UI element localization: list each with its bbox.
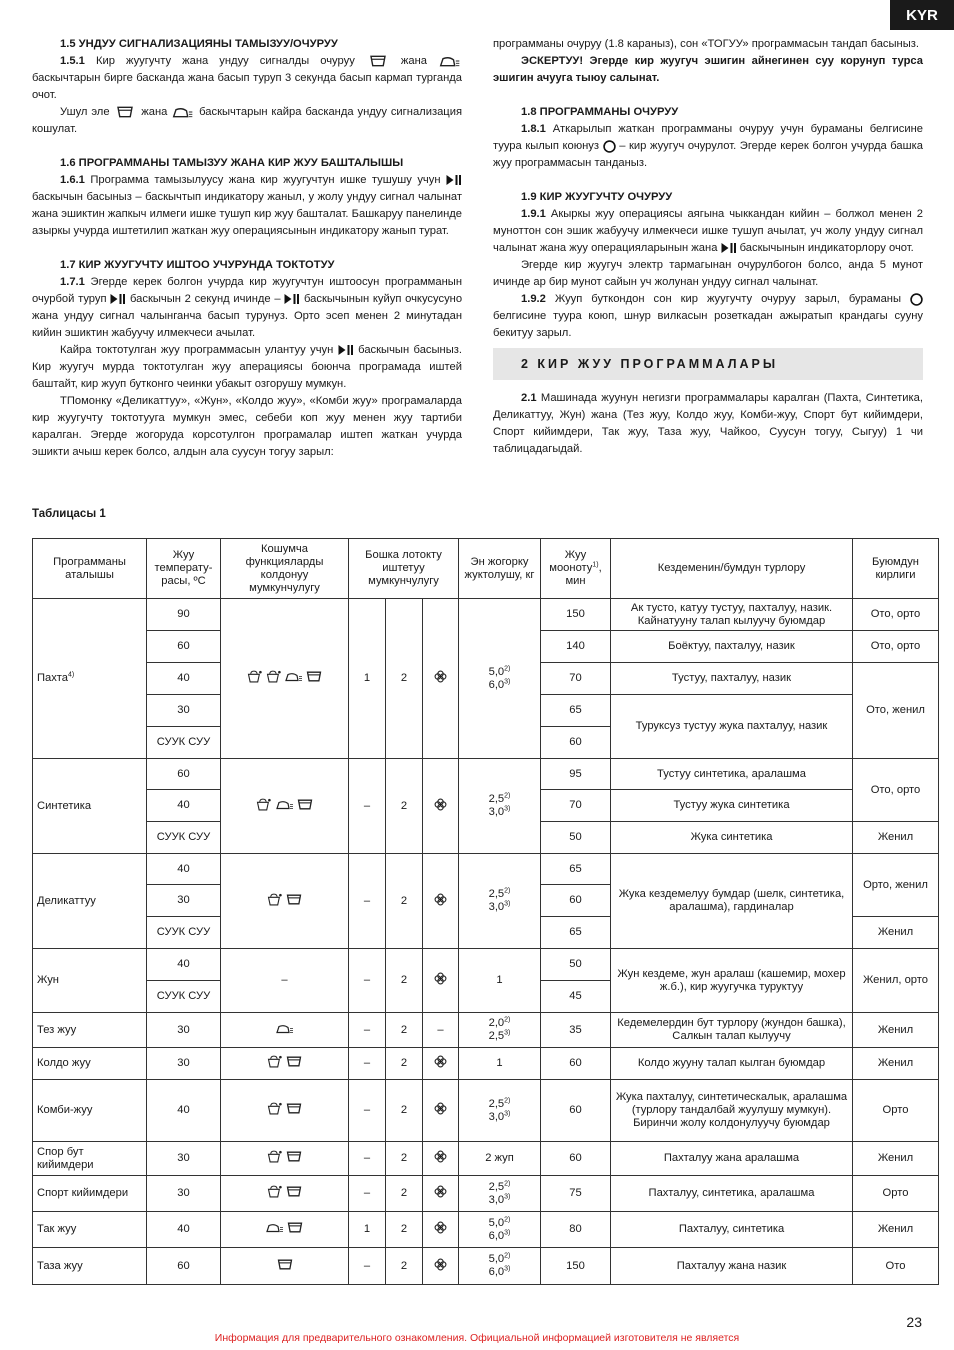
- options-icons: [221, 1212, 349, 1248]
- drum-2: 2: [386, 949, 423, 1013]
- program-name: Пахта$^{4)}$: [33, 599, 147, 759]
- wash-tub-icon: [297, 798, 313, 811]
- time-cell: 150: [541, 599, 611, 631]
- paragraph-continued: программаны очуруу (1.8 караныз), сон «ТОГУУ» программасын тандап басыныз.: [493, 38, 920, 50]
- iron-icon: [266, 1221, 284, 1234]
- table-row: [33, 1048, 939, 1080]
- spin-flower-icon: [423, 949, 459, 1013]
- footer-disclaimer: Информация для предварительного ознакомления. Официальной информацией изготовителя не является: [214, 1332, 740, 1344]
- options-icons: [221, 1248, 349, 1285]
- paragraph-1-7-1-note: ТПомонку «Деликаттуу», «Жун», «Колдо жуу», «Комби жуу» програмаларда кир жуугучту токтотууга мумкун эмес, себеби коп жуу менен жуу тартиби каралган. Эгерде жогоруда корсотулгон програмалар иштеп жаткан учурда эшикти ачыш керек болсо, алдын ала суусун тогуу зарыл:: [32, 395, 462, 458]
- program-name: Жун: [33, 949, 147, 1013]
- table-row: [33, 1013, 939, 1048]
- stain-icon: [267, 893, 283, 906]
- prewash-icon: [247, 670, 263, 683]
- spin-cell: –: [423, 1013, 459, 1048]
- drum-1: –: [349, 1176, 386, 1212]
- fabric-cell: Тустуу, пахталуу, назик: [611, 663, 853, 695]
- soil-cell: Женил: [853, 1142, 939, 1176]
- fabric-cell: Жука пахталуу, синтетическалык, аралашма (турлору тандалбай жуулушу мумкун). Биринчи жолу колдонулуучу буюмдар: [611, 1080, 853, 1142]
- section-1-7-title: 1.7 КИР ЖУУГУЧТУ ИШТОО УЧУРУНДА ТОКТОТУУ: [60, 259, 335, 271]
- drum-1: –: [349, 949, 386, 1013]
- wash-tub-icon: [286, 1185, 302, 1198]
- time-cell: 60: [541, 1142, 611, 1176]
- header-temp: Жуу температу-расы, ºС: [147, 539, 221, 599]
- spin-flower-icon: [423, 599, 459, 759]
- temp-cell: 30: [147, 1048, 221, 1080]
- options-icons: [221, 1048, 349, 1080]
- temp-cell: СУУК СУУ: [147, 981, 221, 1013]
- header-fabric: Кездеменин/бумдун турлору: [611, 539, 853, 599]
- fabric-cell: Пахталуу, синтетика, аралашма: [611, 1176, 853, 1212]
- off-circle-icon: [603, 140, 616, 153]
- soil-cell: Женил, орто: [853, 949, 939, 1013]
- header-time: Жуу мооноту$^{1)}$, мин: [541, 539, 611, 599]
- soil-cell: Женил: [853, 1048, 939, 1080]
- header-soil: Буюмдун кирлиги: [853, 539, 939, 599]
- soil-cell: Ото, женил: [853, 663, 939, 759]
- time-cell: 35: [541, 1013, 611, 1048]
- spin-flower-icon: [423, 1048, 459, 1080]
- language-tab: KYR: [890, 0, 954, 30]
- section-1-5-title: 1.5 УНДУУ СИГНАЛИЗАЦИЯНЫ ТАМЫЗУУ/ОЧУРУУ: [60, 38, 338, 50]
- temp-cell: 30: [147, 1176, 221, 1212]
- wash-tub-icon: [286, 1055, 302, 1068]
- load-cell: 2,5$^{2)}$ 3,0$^{3)}$: [459, 1176, 541, 1212]
- soil-cell: Женил: [853, 1013, 939, 1048]
- time-cell: 70: [541, 790, 611, 822]
- start-pause-icon: [338, 344, 354, 356]
- start-pause-icon: [446, 174, 462, 186]
- soil-cell: Орто: [853, 1080, 939, 1142]
- iron-icon: [276, 1022, 294, 1035]
- drum-2: 2: [386, 854, 423, 949]
- page-number: 23: [906, 1314, 922, 1330]
- drum-2: 2: [386, 1013, 423, 1048]
- table-row: [33, 1212, 939, 1248]
- table-row: [33, 1080, 939, 1142]
- program-name: Тез жуу: [33, 1013, 147, 1048]
- paragraph-1-9-2: 1.9.2 Жууп буткондон сон кир жуугучту очуруу зарыл, бураманы белгисине туура коюп, шнур вилкасын розеткадан ажыратып крандагы сууну бекитуу зарыл.: [493, 293, 923, 339]
- section-1-9-title: 1.9 КИР ЖУУГУЧТУ ОЧУРУУ: [521, 191, 673, 203]
- spin-flower-icon: [423, 1212, 459, 1248]
- temp-cell: 40: [147, 663, 221, 695]
- load-cell: 5,0$^{2)}$ 6,0$^{3)}$: [459, 599, 541, 759]
- time-cell: 80: [541, 1212, 611, 1248]
- start-pause-icon: [721, 242, 737, 254]
- wash-tub-icon: [366, 54, 390, 68]
- program-name: Синтетика: [33, 759, 147, 854]
- start-pause-icon: [284, 293, 300, 305]
- temp-cell: 60: [147, 1248, 221, 1285]
- time-cell: 45: [541, 981, 611, 1013]
- fabric-cell: Жука синтетика: [611, 822, 853, 854]
- paragraph-1-8-1: 1.8.1 Аткарылып жаткан программаны очуруу учун бураманы белгисине туура кылып коюнуз – кир жуугуч очурулот. Эгерде керек болгон учурда башка жуу программасын танданыз.: [493, 123, 923, 169]
- temp-cell: 40: [147, 1080, 221, 1142]
- options-icons: [221, 1142, 349, 1176]
- temp-cell: СУУК СУУ: [147, 727, 221, 759]
- time-cell: 60: [541, 1080, 611, 1142]
- programs-table: [32, 538, 939, 1285]
- time-cell: 60: [541, 1048, 611, 1080]
- header-load: Эн жогорку жуктолушу, кг: [459, 539, 541, 599]
- fabric-cell: Кедемелердин бут турлору (жундон башка), Салкын талап кылуучу: [611, 1013, 853, 1048]
- table-title: Таблицасы 1: [32, 508, 106, 520]
- time-cell: 50: [541, 822, 611, 854]
- temp-cell: 30: [147, 1013, 221, 1048]
- time-cell: 75: [541, 1176, 611, 1212]
- paragraph-1-6-1: 1.6.1 Программа тамызылуусу жана кир жуугучтун ишке тушушу учун баскычын басыныз – баскычтып индикатору жаныл, у жолу ундуу сигнал чалынат жана эшиктин жапкыч илмеги ишке тушуп кир жуу башталат. Башкаруу панелинде азыркы учурда иштетилип жаткан жуу операциясынын индикатору жанып турат.: [32, 174, 462, 237]
- temp-cell: 40: [147, 854, 221, 885]
- temp-cell: 30: [147, 695, 221, 727]
- load-cell: 1: [459, 949, 541, 1013]
- table-row: [33, 759, 939, 790]
- spin-flower-icon: [423, 854, 459, 949]
- drum-2: 2: [386, 1212, 423, 1248]
- temp-cell: 40: [147, 949, 221, 981]
- fabric-cell: Пахталуу жана аралашма: [611, 1142, 853, 1176]
- soil-cell: Орто: [853, 1176, 939, 1212]
- program-name: Деликаттуу: [33, 854, 147, 949]
- load-cell: 2,5$^{2)}$ 3,0$^{3)}$: [459, 1080, 541, 1142]
- drum-1: –: [349, 854, 386, 949]
- paragraph-1-5-1-cont: Ушул эле жана баскычтарын кайра басканда ундуу сигнализация кошулат.: [32, 106, 463, 135]
- fabric-cell: Тустуу синтетика, аралашма: [611, 759, 853, 790]
- time-cell: 65: [541, 917, 611, 949]
- table-header-row: [33, 539, 939, 599]
- time-cell: 140: [541, 631, 611, 663]
- spin-flower-icon: [423, 1142, 459, 1176]
- soil-cell: Ото, орто: [853, 759, 939, 822]
- soil-cell: Ото: [853, 1248, 939, 1285]
- drum-1: –: [349, 1142, 386, 1176]
- drum-2: 2: [386, 1080, 423, 1142]
- time-cell: 60: [541, 727, 611, 759]
- table-row: [33, 854, 939, 885]
- temp-cell: СУУК СУУ: [147, 822, 221, 854]
- header-options: Кошумча функцияларды колдонуу мумкунчулугу: [221, 539, 349, 599]
- temp-cell: 40: [147, 790, 221, 822]
- soil-cell: Женил: [853, 1212, 939, 1248]
- time-cell: 60: [541, 885, 611, 917]
- program-name: Спор бут кийимдери: [33, 1142, 147, 1176]
- time-cell: 70: [541, 663, 611, 695]
- table-row: [33, 1142, 939, 1176]
- load-cell: 2 жуп: [459, 1142, 541, 1176]
- drum-1: –: [349, 1080, 386, 1142]
- section-1-8-title: 1.8 ПРОГРАММАНЫ ОЧУРУУ: [521, 106, 679, 118]
- stain-icon: [266, 670, 282, 683]
- spin-flower-icon: [423, 1248, 459, 1285]
- load-cell: 5,0$^{2)}$ 6,0$^{3)}$: [459, 1248, 541, 1285]
- soil-cell: Орто, женил: [853, 854, 939, 917]
- options-icons: [221, 1080, 349, 1142]
- paragraph-1-9-1: 1.9.1 Акыркы жуу операциясы аягына чыккандан кийин – болжол менен 2 муноттон сон эшик жабуучу илмекчеси ишке тушуп ачылат, уч жолу ундуу сигнал чалынат жана жуу операцияларынын жана баскычынын индикаторлору очот.: [493, 208, 924, 254]
- fabric-cell: Жука кездемелуу бумдар (шелк, синтетика, аралашма), гардиналар: [611, 854, 853, 949]
- iron-icon: [438, 54, 462, 68]
- stain-icon: [256, 798, 272, 811]
- soil-cell: Ото, орто: [853, 599, 939, 631]
- paragraph-1-5-1: 1.5.1 Кир жуугучту жана ундуу сигналды очуруу жана баскычтарын бирге басканда жана басып туруп 3 секунда басып кармап турганда очот.: [32, 55, 462, 101]
- paragraph-1-7-1-resume: Кайра токтотулган жуу программасын улантуу учун баскычын басыныз. Кир жуугуч мурда токтотулган жуу аперациясы боюнча програмада иштей баштайт, кир жууп бутконго чеинки убакыт озгорушу мумкун.: [32, 344, 463, 390]
- wash-tub-icon: [286, 1150, 302, 1163]
- section-1-6-title: 1.6 ПРОГРАММАНЫ ТАМЫЗУУ ЖАНА КИР ЖУУ БАШТАЛЫШЫ: [60, 157, 404, 169]
- section-2-banner: 2 КИР ЖУУ ПРОГРАММАЛАРЫ: [493, 348, 923, 380]
- fabric-cell: Тустуу жука синтетика: [611, 790, 853, 822]
- paragraph-1-9-1-cont: Эгерде кир жуугуч электр тармагынан очурулбогон болсо, анда 5 мунот ичинде ар бир мунот сайын уч жолунан ундуу сигнал чалынат.: [493, 259, 923, 288]
- drum-2: 2: [386, 599, 423, 759]
- left-column: [32, 36, 462, 461]
- program-name: Комби-жуу: [33, 1080, 147, 1142]
- temp-cell: 60: [147, 631, 221, 663]
- prewash-icon: [267, 1150, 283, 1163]
- time-cell: 95: [541, 759, 611, 790]
- options-icons: [221, 759, 349, 854]
- time-cell: 150: [541, 1248, 611, 1285]
- fabric-cell: Жун кездеме, жун аралаш (кашемир, мохер ж.б.), кир жуугучка туруктуу: [611, 949, 853, 1013]
- paragraph-2-1: 2.1 Машинада жуунун негизги программалары каралган (Пахта, Синтетика, Деликаттуу, Жун) жана (Тез жуу, Колдо жуу, Комби-жуу, Спорт бут кийимдери, Спорт кийимдери, Так жуу, Таза жуу, Чайкоо, Суусун тогуу, Сыгуу) 1 чи таблицадагыдай.: [493, 392, 924, 455]
- drum-2: 2: [386, 1248, 423, 1285]
- time-cell: 50: [541, 949, 611, 981]
- program-name: Так жуу: [33, 1212, 147, 1248]
- drum-2: 2: [386, 1176, 423, 1212]
- drum-1: –: [349, 759, 386, 854]
- temp-cell: 90: [147, 599, 221, 631]
- soil-cell: Ото, орто: [853, 631, 939, 663]
- spin-flower-icon: [423, 1080, 459, 1142]
- fabric-cell: Пахталуу жана назик: [611, 1248, 853, 1285]
- fabric-cell: Пахталуу, синтетика: [611, 1212, 853, 1248]
- wash-tub-icon: [287, 1221, 303, 1234]
- iron-icon: [171, 105, 195, 119]
- right-column: [493, 36, 923, 458]
- time-cell: 65: [541, 695, 611, 727]
- drum-2: 2: [386, 759, 423, 854]
- table-row: [33, 1176, 939, 1212]
- load-cell: 2,5$^{2)}$ 3,0$^{3)}$: [459, 759, 541, 854]
- temp-cell: 30: [147, 1142, 221, 1176]
- iron-icon: [285, 670, 303, 683]
- load-cell: 2,0$^{2)}$ 2,5$^{3)}$: [459, 1013, 541, 1048]
- spin-flower-icon: [423, 759, 459, 854]
- wash-tub-icon: [113, 105, 137, 119]
- soil-cell: Женил: [853, 917, 939, 949]
- iron-icon: [276, 798, 294, 811]
- warning-text: ЭСКЕРТУУ! Эгерде кир жуугуч эшигин айнегинен суу корунуп турса эшигин ачууга тыюу салынат.: [493, 55, 923, 84]
- load-cell: 5,0$^{2)}$ 6,0$^{3)}$: [459, 1212, 541, 1248]
- options-icons: [221, 1013, 349, 1048]
- wash-tub-icon: [277, 1258, 293, 1271]
- drum-1: –: [349, 1248, 386, 1285]
- wash-tub-icon: [306, 670, 322, 683]
- program-name: Колдо жуу: [33, 1048, 147, 1080]
- temp-cell: 30: [147, 885, 221, 917]
- options-icons: [221, 854, 349, 949]
- table-row: [33, 949, 939, 981]
- table-row: [33, 599, 939, 631]
- fabric-cell: Ак тусто, катуу тустуу, пахталуу, назик. Кайнатууну талап кылуучу буюмдар: [611, 599, 853, 631]
- program-name: Спорт кийимдери: [33, 1176, 147, 1212]
- wash-tub-icon: [286, 893, 302, 906]
- drum-1: 1: [349, 599, 386, 759]
- fabric-cell: Туруксуз тустуу жука пахталуу, назик: [611, 695, 853, 759]
- program-name: Таза жуу: [33, 1248, 147, 1285]
- off-circle-icon: [910, 293, 923, 306]
- stain-icon: [267, 1055, 283, 1068]
- fabric-cell: Колдо жууну талап кылган буюмдар: [611, 1048, 853, 1080]
- drum-1: 1: [349, 1212, 386, 1248]
- load-cell: 1: [459, 1048, 541, 1080]
- soil-cell: Женил: [853, 822, 939, 854]
- start-pause-icon: [110, 293, 126, 305]
- time-cell: 65: [541, 854, 611, 885]
- load-cell: 2,5$^{2)}$ 3,0$^{3)}$: [459, 854, 541, 949]
- header-program: Программаны аталышы: [33, 539, 147, 599]
- options-icons: [221, 1176, 349, 1212]
- table-row: [33, 1248, 939, 1285]
- options-cell: –: [221, 949, 349, 1013]
- spin-flower-icon: [423, 1176, 459, 1212]
- paragraph-1-7-1: 1.7.1 Эгерде керек болгон учурда кир жуугучтун иштоосун программанын очурбой туруп баскычын 2 секунд ичинде – баскычынын куйуп очкусусуно жана ундуу сигнал чалынганча басып турунуз. Орто эсеп менен 2 минутадан кийин эшиктин жабуучу илмекчеси ачылат.: [32, 276, 463, 339]
- stain-icon: [267, 1102, 283, 1115]
- drum-1: –: [349, 1048, 386, 1080]
- temp-cell: 60: [147, 759, 221, 790]
- temp-cell: 40: [147, 1212, 221, 1248]
- stain-icon: [267, 1185, 283, 1198]
- fabric-cell: Боёктуу, пахталуу, назик: [611, 631, 853, 663]
- options-icons: [221, 599, 349, 759]
- wash-tub-icon: [286, 1102, 302, 1115]
- drum-2: 2: [386, 1142, 423, 1176]
- drum-1: –: [349, 1013, 386, 1048]
- drum-2: 2: [386, 1048, 423, 1080]
- header-drum: Бошка лотокту иштетуу мумкунчулугу: [349, 539, 459, 599]
- temp-cell: СУУК СУУ: [147, 917, 221, 949]
